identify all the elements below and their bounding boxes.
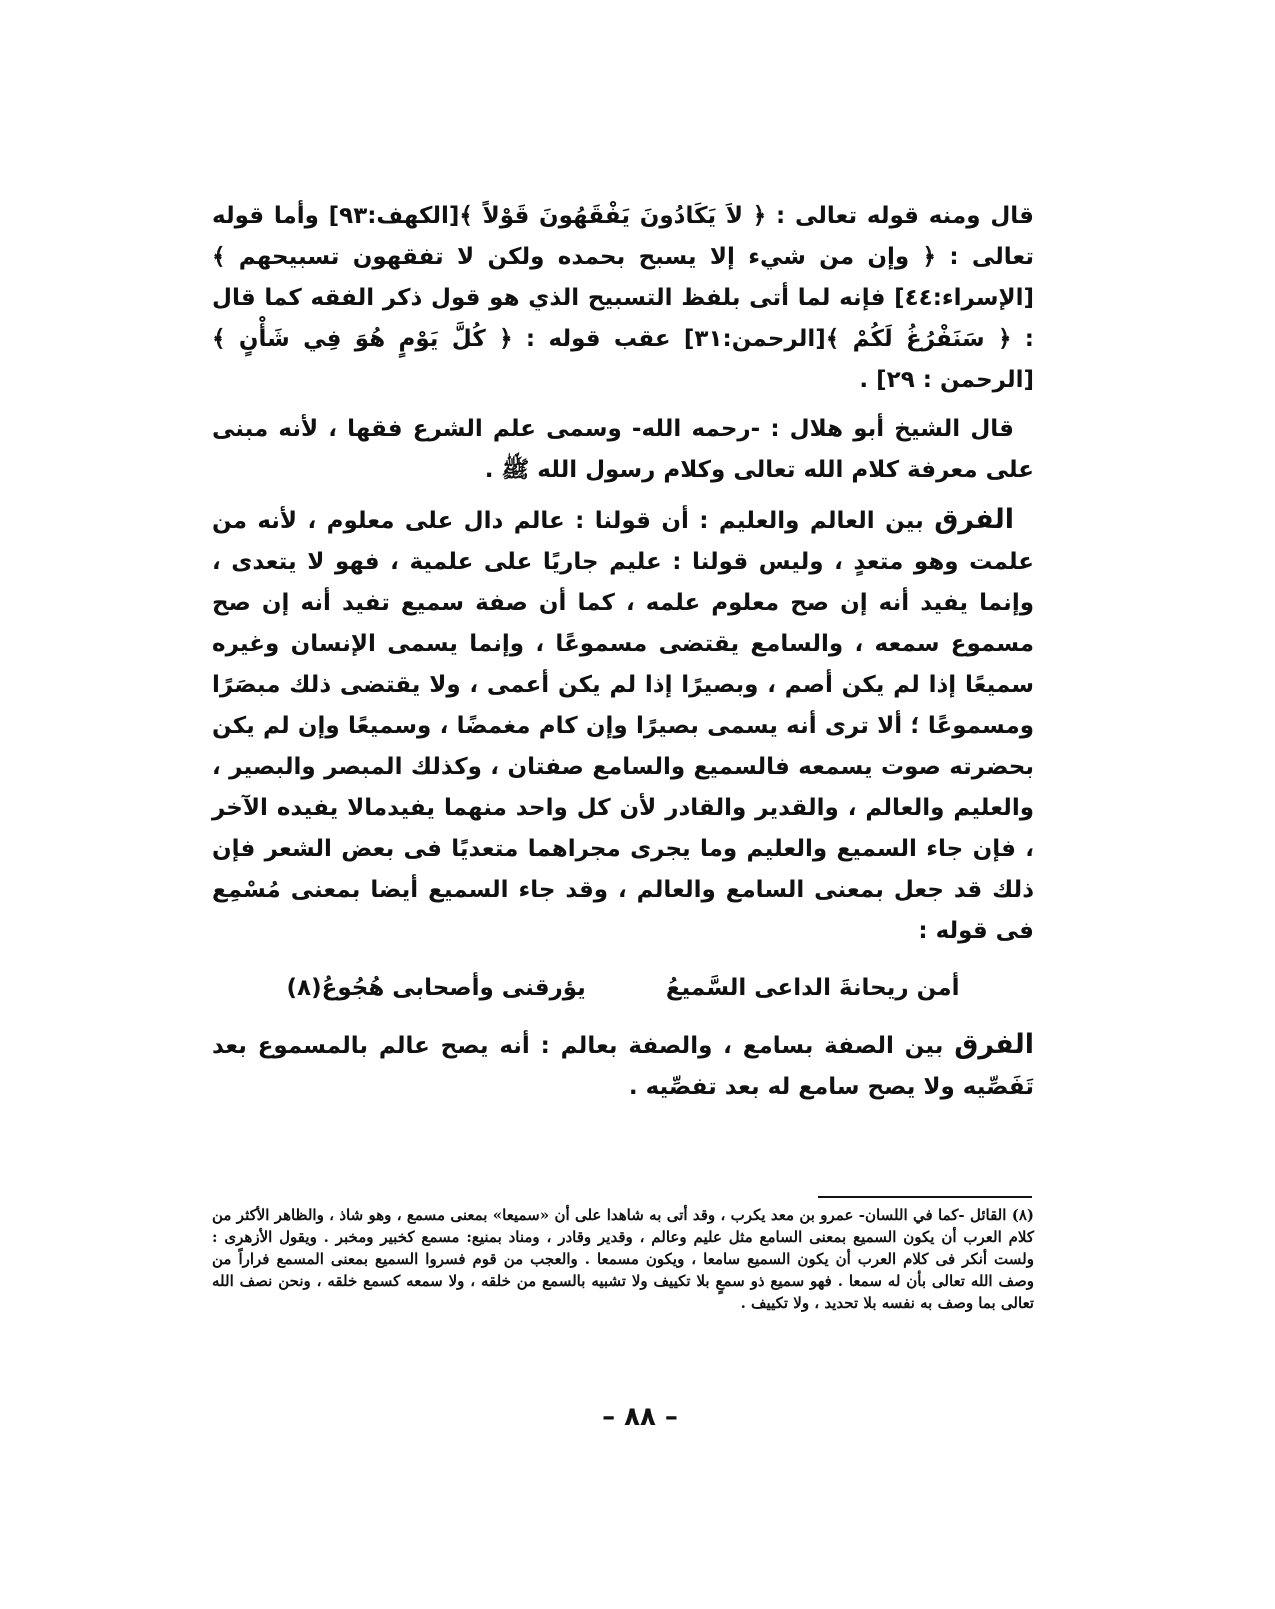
footnote: (٨) القائل -كما في اللسان- عمرو بن معد يكرب ، وقد أتى به شاهدا على أن «سميعا» بمعنى مسمع ، وهو شاذ ، والظاهر الأكثر من كلام العرب أن يكون السميع بمعنى السامع مثل عليم وعالم ، وقدير وقادر ، ومناد بمنيع: مسمع كخبير ومخبر . ويقول الأزهرى : ولست أنكر فى كلام العرب أن يكون السميع سامعا ، ويكون مسمعا . والعجب من قوم فسروا السميع بمعنى المسمع فراراً من وصف الله تعالى بأن له سمعا . فهو سميع ذو سمعٍ بلا تكييف ولا تشبيه بالسمع من خلقه ، ولا سمعه كسمع خلقه ، ونحن نصف الله تعالى بما وصف به نفسه بلا تحديد ، ولا تكييف . bbox=[212, 1206, 1034, 1312]
paragraph: قال الشيخ أبو هلال : -رحمه الله- وسمى علم الشرع فقها ، لأنه مبنى على معرفة كلام الله تعالى وكلام رسول الله ﷺ . bbox=[212, 416, 1034, 483]
main-text bbox=[212, 196, 1034, 960]
paragraph-text: بين العالم والعليم : أن قولنا : عالم دال على معلوم ، لأنه من علمت وهو متعدٍ ، وليس قولنا : عليم جاريًا على علمية ، فهو لا يتعدى ، وإنما يفيد أنه إن صح معلوم علمه ، كما أن صفة سميع تفيد أنه إن صح مسموع سمعه ، والسامع يقتضى مسموعًا ، وإنما يسمى الإنسان وغيره سميعًا إذا لم يكن أصم ، وبصيرًا إذا لم يكن أعمى ، ولا يقتضى ذلك مبصَرًا ومسموعًا ؛ ألا ترى أنه يسمى بصيرًا وإن كام مغمضًا ، وسميعًا وإن لم يكن بحضرته صوت يسمعه فالسميع والسامع صفتان ، وكذلك المبصر والبصير ، والعليم والعالم ، والقدير والقادر لأن كل واحد منهما يفيدمالا يفيده الآخر ، فإن جاء السميع والعليم وما يجرى مجراهما متعديًا فى بعض الشعر فإن ذلك قد جعل بمعنى السامع والعالم ، وقد جاء السميع أيضا بمعنى مُسْمِع فى قوله : bbox=[212, 508, 1034, 944]
main-text-continued bbox=[212, 1024, 1034, 1116]
footnote-separator bbox=[818, 1196, 1032, 1198]
verse-second-half: يؤرقنى وأصحابى هُجُوعُ(٨) bbox=[286, 975, 586, 1001]
page-number: – ٨٨ – bbox=[602, 1402, 678, 1432]
paragraph-text: بين الصفة بسامع ، والصفة بعالم : أنه يصح عالم بالمسموع بعد تَفَصِّيه ولا يصح سامع له بعد تفصِّيه . bbox=[212, 1033, 1034, 1100]
section-lead-word: الفرق bbox=[934, 504, 1014, 535]
paragraph: قال ومنه قوله تعالى : ﴿ لاَ يَكَادُونَ يَفْقَهُونَ قَوْلاً ﴾[الكهف:٩٣] وأما قوله تعالى : ﴿ وإن من شيء إلا يسبح بحمده ولكن لا تفقهون تسبيحهم ﴾[الإسراء:٤٤] فإنه لما أتى بلفظ التسبيح الذي هو قول ذكر الفقه كما قال : ﴿ سَنَفْرُغُ لَكُمْ ﴾[الرحمن:٣١] عقب قوله : ﴿ كُلَّ يَوْمٍ هُوَ فِي شَأْنٍ ﴾ [الرحمن : ٢٩] . bbox=[212, 203, 1034, 393]
poetry-verse bbox=[212, 968, 1034, 1008]
verse-first-half: أمن ريحانةَ الداعى السَّميعُ bbox=[665, 975, 960, 1001]
paragraph bbox=[212, 1024, 1034, 1108]
paragraph bbox=[212, 499, 1034, 952]
section-lead-word: الفرق bbox=[954, 1029, 1034, 1060]
